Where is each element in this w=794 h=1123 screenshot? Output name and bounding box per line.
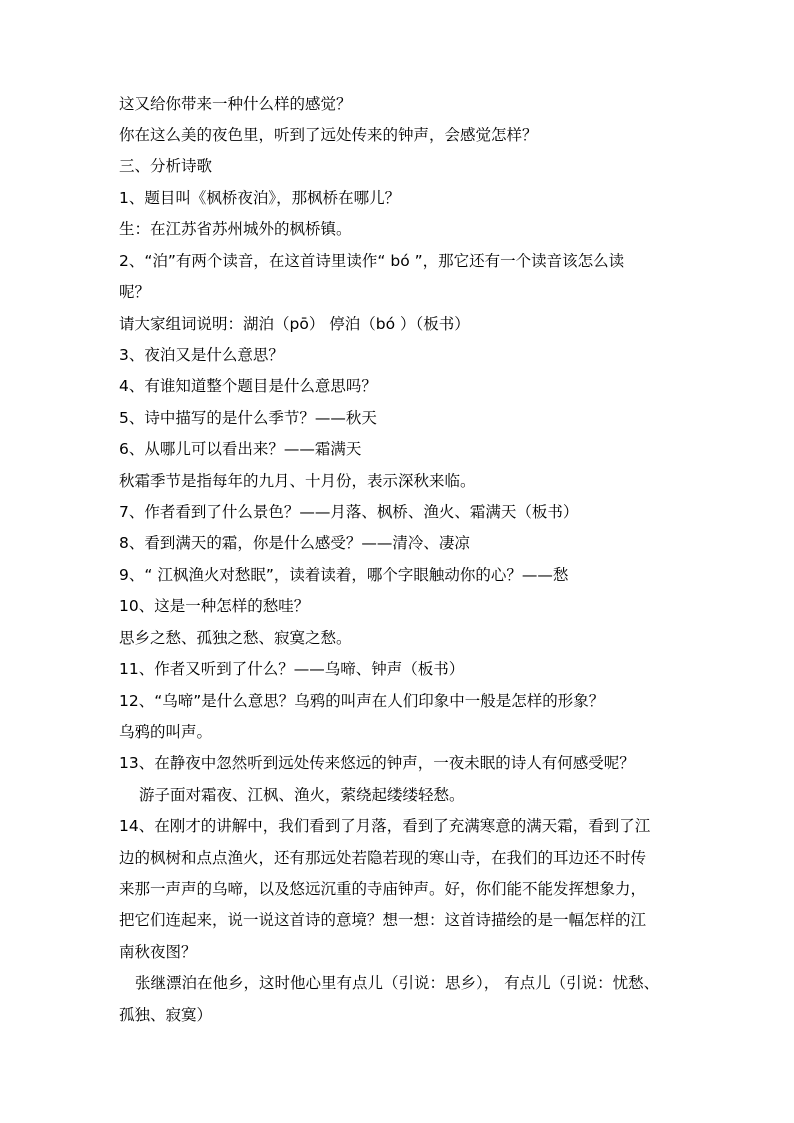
closing-paragraph: 张继漂泊在他乡，这时他心里有点儿（引说：思乡）， 有点儿（引说：忧愁、 <box>135 974 660 992</box>
question-3: 3、夜泊又是什么意思？ <box>119 346 284 364</box>
question-14-line-2: 边的枫树和点点渔火，还有那远处若隐若现的寒山寺，在我们的耳边还不时传 <box>119 849 647 867</box>
answer-2: 请大家组词说明：湖泊（pō） 停泊（bó ）（板书） <box>119 315 470 333</box>
question-14: 14、在刚才的讲解中，我们看到了月落，看到了充满寒意的满天霜，看到了江 <box>119 817 651 835</box>
question-14-line-4: 把它们连起来，说一说这首诗的意境？想一想：这首诗描绘的是一幅怎样的江 <box>119 911 647 929</box>
question-9: 9、“ 江枫渔火对愁眠”，读着读着，哪个字眼触动你的心？——愁 <box>119 566 569 584</box>
answer-1: 生：在江苏省苏州城外的枫桥镇。 <box>119 220 352 238</box>
question-1: 1、题目叫《枫桥夜泊》，那枫桥在哪儿？ <box>119 189 401 207</box>
closing-paragraph-line-2: 孤独、寂寞） <box>119 1006 213 1024</box>
answer-10: 思乡之愁、孤独之愁、寂寞之愁。 <box>119 629 352 647</box>
question-5: 5、诗中描写的是什么季节？——秋天 <box>119 409 377 427</box>
answer-13: 游子面对霜夜、江枫、渔火，萦绕起缕缕轻愁。 <box>139 786 465 804</box>
answer-6: 秋霜季节是指每年的九月、十月份，表示深秋来临。 <box>119 472 476 490</box>
question-14-line-5: 南秋夜图？ <box>119 943 197 961</box>
text-line-1: 这又给你带来一种什么样的感觉？ <box>119 95 352 113</box>
question-10: 10、这是一种怎样的愁哇？ <box>119 597 310 615</box>
question-7: 7、作者看到了什么景色？——月落、枫桥、渔火、霜满天（板书） <box>119 503 579 521</box>
question-8: 8、看到满天的霜，你是什么感受？——清冷、凄凉 <box>119 534 470 552</box>
question-13: 13、在静夜中忽然听到远处传来悠远的钟声，一夜未眠的诗人有何感受呢？ <box>119 754 635 772</box>
text-line-2: 你在这么美的夜色里，听到了远处传来的钟声，会感觉怎样？ <box>119 126 538 144</box>
question-4: 4、有谁知道整个题目是什么意思吗？ <box>119 377 377 395</box>
question-2: 2、“泊”有两个读音，在这首诗里读作“ bó ”，那它还有一个读音该怎么读 <box>119 252 625 270</box>
question-14-line-3: 来那一声声的乌啼，以及悠远沉重的寺庙钟声。好，你们能不能发挥想象力， <box>119 880 647 898</box>
question-2-continued: 呢？ <box>119 283 151 301</box>
section-heading: 三、分析诗歌 <box>119 157 213 175</box>
question-11: 11、作者又听到了什么？——乌啼、钟声（板书） <box>119 660 465 678</box>
question-12: 12、“乌啼”是什么意思？乌鸦的叫声在人们印象中一般是怎样的形象？ <box>119 692 605 710</box>
question-6: 6、从哪儿可以看出来？——霜满天 <box>119 440 362 458</box>
answer-12: 乌鸦的叫声。 <box>119 723 213 741</box>
